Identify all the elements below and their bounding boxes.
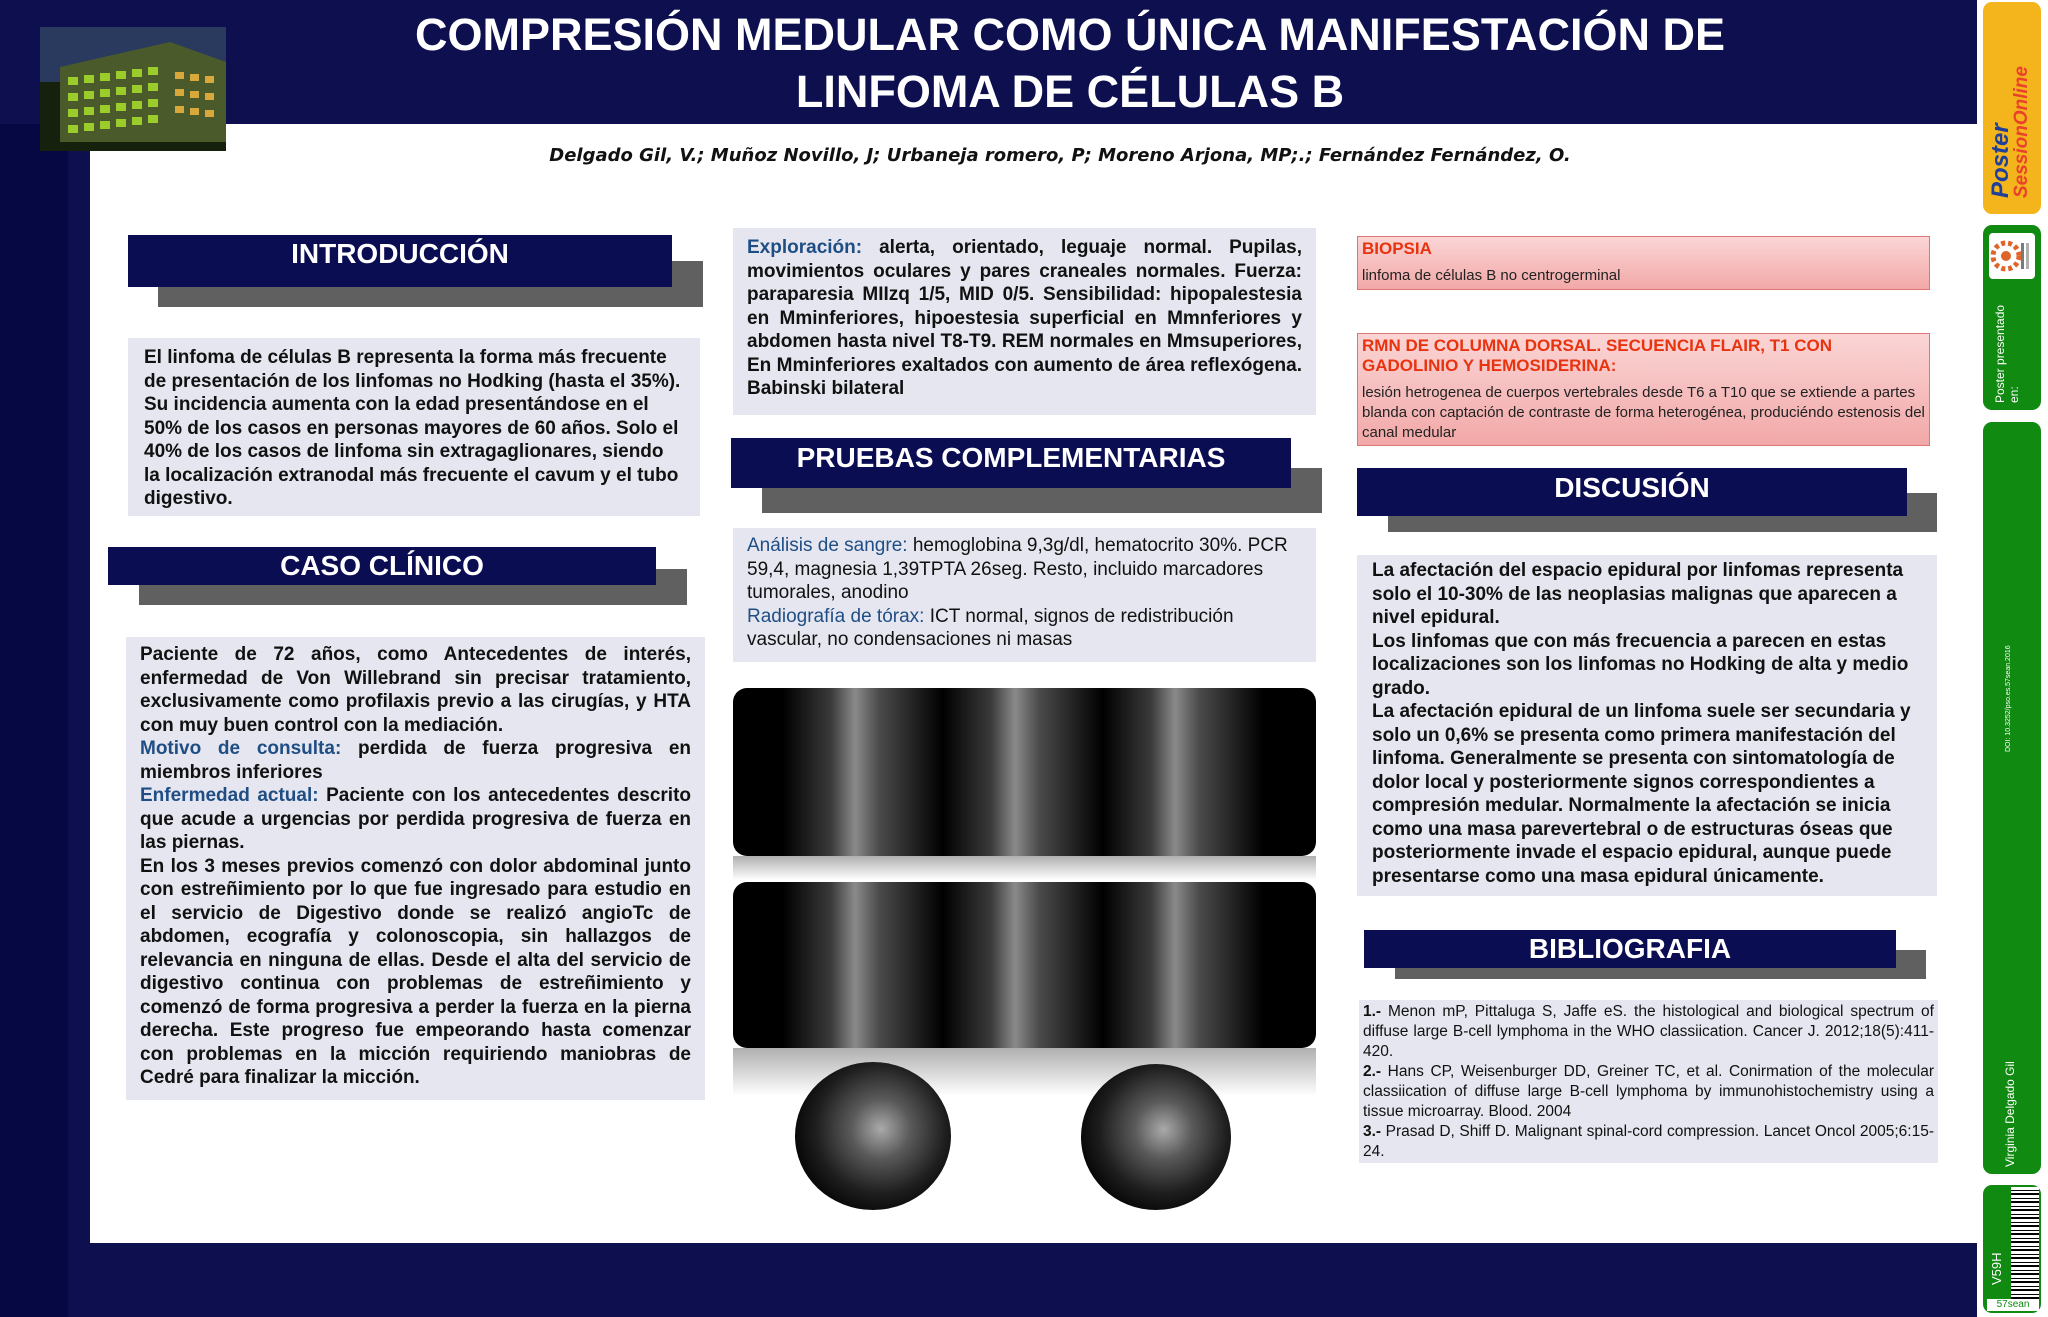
mri-reflection-1 xyxy=(733,856,1316,880)
biopsia-box xyxy=(1357,236,1930,290)
brand-bottom: SessionOnline xyxy=(2011,66,2032,198)
mri-slice xyxy=(783,882,943,1048)
mri-panel-2 xyxy=(733,882,1316,1048)
motivo-label: Motivo de consulta: xyxy=(140,738,342,759)
reference xyxy=(1363,1002,1934,1062)
caso-text xyxy=(126,637,705,1100)
caso-p1: Paciente de 72 años, como Antecedentes de interés, enfermedad de Von Willebrand sin precisar tratamiento, exclusivamente como profilaxis previo a las cirugías, y HTA con muy buen control con la mediación. xyxy=(140,644,691,736)
caso-heading: CASO CLÍNICO xyxy=(108,547,656,585)
ref-text: Hans CP, Weisenburger DD, Greiner TC, et al. Conirmation of the molecular classiication of diffuse large B-cell lymphoma by immunohistochemistry using a tissue microarray. Blood. 2004 xyxy=(1363,1063,1934,1120)
mri-slice xyxy=(1103,882,1263,1048)
discusion-p2: Los linfomas que con más frecuencia a parecen en estas localizaciones son los linfomas no Hodking de alta y medio grado. xyxy=(1372,630,1909,699)
barcode xyxy=(2011,1187,2039,1299)
analisis-label: Análisis de sangre: xyxy=(747,535,908,556)
presented-tab xyxy=(1983,225,2041,410)
author-name: Virginia Delgado Gil xyxy=(2003,1061,2017,1167)
mri-slice xyxy=(1103,688,1263,856)
reference xyxy=(1363,1062,1934,1122)
presented-text: Poster presentado en: xyxy=(1993,304,2021,403)
reference xyxy=(1363,1122,1934,1162)
enfermedad-text: Paciente con los antecedentes descrito que acude a urgencias por perdida progresiva de fuerza en las piernas. xyxy=(140,785,691,853)
congress-code: 57sean xyxy=(1987,1299,2039,1311)
intro-text: El linfoma de células B representa la forma más frecuente de presentación de los linfomas no Hodking (hasta el 35%). Su incidencia aumenta con la edad presentándose en el 50% de los casos en personas mayores de 60 años. Solo el 40% de los casos de linfoma sin extragaglionares, siendo la localización extranodal más frecuente el cavum y el tubo digestivo. xyxy=(128,338,700,516)
rmn-box xyxy=(1357,333,1930,446)
poster-code: V59H xyxy=(1989,1252,2004,1285)
mri-slice xyxy=(943,688,1103,856)
author-tab xyxy=(1983,422,2041,1174)
ref-num: 2.- xyxy=(1363,1063,1382,1080)
exploracion-label: Exploración: xyxy=(747,237,863,258)
caso-motivo xyxy=(140,737,691,784)
hospital-building-logo xyxy=(40,27,226,151)
ref-num: 3.- xyxy=(1363,1123,1382,1140)
mri-axial-image-2 xyxy=(1081,1064,1231,1210)
sidebar xyxy=(1977,0,2048,1317)
code-tab xyxy=(1983,1185,2041,1313)
discusion-p3: La afectación epidural de un linfoma suele ser secundaria y solo un 0,6% se presenta como primera manifestación del linfoma. Generalmente se presenta con sintomatología de dolor local y posteriormente signos correspondientes a compresión medular. Normalmente la afectación se inicia como una masa parevertebral o de estructuras óseas que posteriormente invade el espacio epidural, aunque puede presentarse como una masa epidural únicamente. xyxy=(1372,701,1911,887)
rmn-title: RMN DE COLUMNA DORSAL. SECUENCIA FLAIR, T1 CON GADOLINIO Y HEMOSIDERINA: xyxy=(1362,336,1833,375)
exploracion-body: alerta, orientado, leguaje normal. Pupilas, movimientos oculares y pares craneales normales. Fuerza: paraparesia MIIzq 1/5, MID 0/5. Sensibilidad: hipopalestesia en Mminferiores, hipoestesia superficial en Mmnferiores y abdomen hasta nivel T8-T9. REM normales en Mmsuperiores, En Mminferiores exaltados con aumento de área reflexógena. Babinski bilateral xyxy=(747,237,1302,399)
mri-axial-image-1 xyxy=(795,1062,951,1210)
rx-text: ICT normal, signos de redistribución vascular, no condensaciones ni masas xyxy=(747,605,1234,650)
discusion-heading: DISCUSIÓN xyxy=(1357,468,1907,516)
motivo-text: perdida de fuerza progresiva en miembros inferiores xyxy=(140,738,691,783)
poster-title-line2: LINFOMA DE CÉLULAS B xyxy=(795,66,1345,117)
intro-heading: INTRODUCCIÓN xyxy=(128,235,672,287)
poster-title-line1: COMPRESIÓN MEDULAR COMO ÚNICA MANIFESTACIÓN DE xyxy=(415,9,1725,60)
caso-p2: En los 3 meses previos comenzó con dolor abdominal junto con estreñimiento por lo que fue ingresado para estudio en el servicio de Digestivo donde se realizó angioTc de abdomen, ecografía y colonoscopia, sin hallazgos de relevancia en ninguna de ellas. Desde el alta del servicio de digestivo continua con problemas de estreñimiento y comenzó de forma progresiva a perder la fuerza en la pierna derecha. Este progreso fue empeorando hasta comenzar con problemas en la micción requiriendo maniobras de Cedré para finalizar la micción. xyxy=(140,855,691,1088)
discusion-p1: La afectación del espacio epidural por linfomas representa solo el 10-30% de las neoplasias malignas que aparecen a nivel epidural. xyxy=(1372,560,1904,628)
biopsia-text: linfoma de células B no centrogerminal xyxy=(1362,267,1621,284)
bibliografia-heading: BIBLIOGRAFIA xyxy=(1364,930,1896,968)
congress-logo xyxy=(1989,233,2035,279)
ref-text: Menon mP, Pittaluga S, Jaffe eS. the histological and biological spectrum of diffuse large B-cell lymphoma in the WHO classiication. Cancer J. 2012;18(5):411-420. xyxy=(1363,1003,1934,1060)
analisis-text: hemoglobina 9,3g/dl, hematocrito 30%. PCR 59,4, magnesia 1,39TPTA 26seg. Resto, incluido marcadores tumorales, anodino xyxy=(747,535,1288,603)
exploracion-text xyxy=(733,228,1316,415)
radiografia xyxy=(747,605,1302,652)
rx-label: Radiografía de tórax: xyxy=(747,605,925,627)
doi-text: DOI: 10.3252/pso.es.57sean.2016 xyxy=(2005,645,2012,752)
caso-enfermedad xyxy=(140,784,691,855)
rmn-text: lesión hetrogenea de cuerpos vertebrales desde T6 a T10 que se extiende a partes blanda con captación de contraste de forma heterogénea, produciéndo estenosis del canal medular xyxy=(1362,384,1925,441)
bibliografia-refs xyxy=(1359,1000,1938,1163)
left-border xyxy=(0,0,68,1317)
biopsia-title: BIOPSIA xyxy=(1362,239,1432,258)
mri-panel-1 xyxy=(733,688,1316,856)
poster-title xyxy=(340,6,1800,120)
enfermedad-label: Enfermedad actual: xyxy=(140,785,319,806)
mri-slice xyxy=(943,882,1103,1048)
brand-top: Poster xyxy=(1987,123,2014,198)
poster-session-online-logo xyxy=(1983,2,2041,214)
pruebas-heading: PRUEBAS COMPLEMENTARIAS xyxy=(731,438,1291,488)
pruebas-text xyxy=(733,528,1316,662)
ref-text: Prasad D, Shiff D. Malignant spinal-cord compression. Lancet Oncol 2005;6:15-24. xyxy=(1363,1123,1934,1160)
mri-slice xyxy=(783,688,943,856)
ref-num: 1.- xyxy=(1363,1003,1382,1020)
discusion-text xyxy=(1357,555,1937,896)
analisis xyxy=(747,534,1302,605)
authors: Delgado Gil, V.; Muñoz Novillo, J; Urbaneja romero, P; Moreno Arjona, MP;.; Fernández Fernández, O. xyxy=(549,145,1571,166)
